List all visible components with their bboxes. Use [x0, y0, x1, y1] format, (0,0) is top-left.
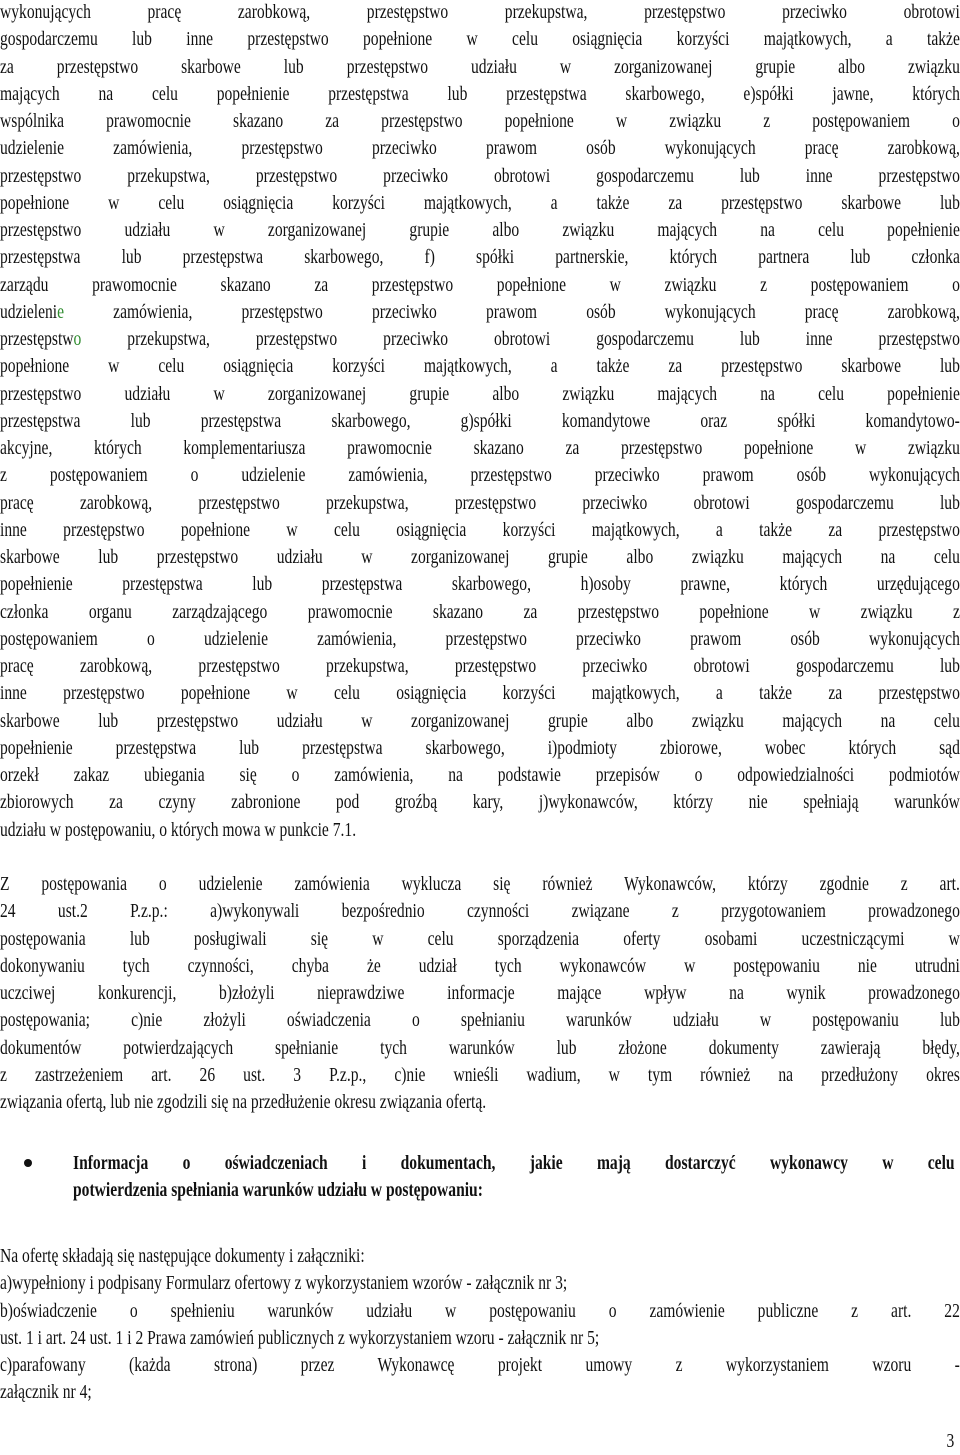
- text-line: związania ofertą, lub nie zgodzili się na przedłużenie okresu związania ofertą.: [0, 1091, 487, 1113]
- text-line: akcyjne, których komplementariusza prawomocnie skazano za przestępstwo popełnione w związku: [0, 437, 960, 459]
- paragraph-required-documents: [0, 1243, 960, 1407]
- text-line: pracę zarobkową, przestępstwo przekupstwa, przestępstwo przeciwko obrotowi gospodarczemu lub: [0, 491, 960, 514]
- text-line: Na ofertę składają się następujące dokumenty i załączniki:: [0, 1245, 365, 1267]
- text-line: przestępstwo udziału w zorganizowanej grupie albo związku mających na celu popełnienie: [0, 219, 960, 241]
- highlighted-char: o: [73, 328, 82, 350]
- text-line: zarządu prawomocnie skazano za przestępstwo popełnione w związku z postępowaniem o: [0, 273, 960, 296]
- text-line: 24 ust.2 P.z.p.: a)wykonywali bezpośrednio czynności związane z przygotowaniem prowadzonego: [0, 900, 960, 923]
- text-line: postępowania; c)nie złożyli oświadczenia o spełnianiu warunków udziału w postępowaniu lub: [0, 1009, 960, 1032]
- paragraph-exclusion-art24: [0, 871, 960, 1116]
- text-line: za przestępstwo skarbowe lub przestępstwo udziału w zorganizowanej grupie albo związku: [0, 55, 960, 78]
- text-line: inne przestępstwo popełnione w celu osiągnięcia korzyści majątkowych, a także za przestępstwo: [0, 518, 960, 541]
- text-line: udziału w postępowaniu, o których mowa w punkcie 7.1.: [0, 818, 357, 841]
- text-line: przestępstwa lub przestępstwa skarbowego, g)spółki komandytowe oraz spółki komandytowo-: [0, 409, 960, 432]
- text-line: skarbowe lub przestępstwo udziału w zorganizowanej grupie albo związku mających na celu: [0, 546, 960, 568]
- text-line: skarbowe lub przestępstwo udziału w zorganizowanej grupie albo związku mających na celu: [0, 709, 960, 732]
- highlighted-char: e: [57, 300, 65, 323]
- text-line: orzekł zakaz ubiegania się o zamówienia, na podstawie przepisów o odpowiedzialności podmiotów: [0, 764, 960, 786]
- text-line: potwierdzenia spełniania warunków udziału w postępowaniu:: [73, 1179, 483, 1202]
- text-line: Z postępowania o udzielenie zamówienia wyklucza się również Wykonawców, którzy zgodnie z art.: [0, 873, 960, 895]
- bullet-icon: [24, 1159, 32, 1167]
- text-line: popełnienie przestępstwa lub przestępstwa skarbowego, i)podmioty zbiorowe, wobec których sąd: [0, 736, 960, 759]
- text-line: popełnione w celu osiągnięcia korzyści majątkowych, a także za przestępstwo skarbowe lub: [0, 191, 960, 214]
- text-line: gospodarczemu lub inne przestępstwo popełnione w celu osiągnięcia korzyści majątkowych, a także: [0, 28, 960, 51]
- text-line: inne przestępstwo popełnione w celu osiągnięcia korzyści majątkowych, a także za przestępstwo: [0, 682, 960, 705]
- text-segment: przekupstwa, przestępstwo przeciwko obrotowi gospodarczemu lub inne przestępstwo: [81, 328, 960, 350]
- text-line: zbiorowych za czyny zabronione pod groźbą kary, j)wykonawców, którzy nie spełniają warunków: [0, 791, 960, 814]
- text-line: Informacja o oświadczeniach i dokumentach, jakie mają dostarczyć wykonawcy w celu: [73, 1152, 955, 1174]
- text-line: wykonujących pracę zarobkową, przestępstwo przekupstwa, przestępstwo przeciwko obrotowi: [0, 1, 960, 23]
- text-segment: zamówienia, przestępstwo przeciwko prawom osób wykonujących pracę zarobkową,: [64, 300, 960, 323]
- text-line: z postępowaniem o udzielenie zamówienia, przestępstwo przeciwko prawom osób wykonujących: [0, 464, 960, 487]
- text-line: popełnione w celu osiągnięcia korzyści majątkowych, a także za przestępstwo skarbowe lub: [0, 355, 960, 378]
- text-line: postępowaniem o udzielenie zamówienia, przestępstwo przeciwko prawom osób wykonujących: [0, 627, 960, 650]
- text-line: ust. 1 i art. 24 ust. 1 i 2 Prawa zamówień publicznych z wykorzystaniem wzoru - załącznik nr 5;: [0, 1326, 600, 1349]
- text-line: przestępstwo udziału w zorganizowanej grupie albo związku mających na celu popełnienie: [0, 382, 960, 405]
- text-line: c)parafowany (każda strona) przez Wykonawcę projekt umowy z wykorzystaniem wzoru -: [0, 1354, 960, 1376]
- text-line: pracę zarobkową, przestępstwo przekupstwa, przestępstwo przeciwko obrotowi gospodarczemu lub: [0, 655, 960, 677]
- text-line: postępowania lub posługiwali się w celu sporządzenia oferty osobami uczestniczącymi w: [0, 927, 960, 950]
- text-line: dokonywaniu tych czynności, chyba że udział tych wykonawców w postępowaniu nie utrudni: [0, 954, 960, 977]
- text-line: uczciwej konkurencji, b)złożyli nieprawdziwe informacje mające wpływ na wynik prowadzonego: [0, 982, 960, 1004]
- text-segment: przestępstw: [0, 328, 74, 350]
- text-line: [0, 299, 960, 326]
- text-line: załącznik nr 4;: [0, 1381, 92, 1404]
- text-line: z zastrzeżeniem art. 26 ust. 3 P.z.p., c)nie wnieśli wadium, w tym również na przedłużony okres: [0, 1063, 960, 1086]
- text-line: popełnienie przestępstwa lub przestępstwa skarbowego, h)osoby prawne, których urzędującego: [0, 573, 960, 596]
- text-line: a)wypełniony i podpisany Formularz ofertowy z wykorzystaniem wzorów - załącznik nr 3;: [0, 1272, 568, 1295]
- text-line: przestępstwo przekupstwa, przestępstwo przeciwko obrotowi gospodarczemu lub inne przestępstwo: [0, 164, 960, 187]
- text-line: b)oświadczenie o spełnieniu warunków udziału w postępowaniu o zamówienie publiczne z art. 22: [0, 1299, 960, 1322]
- text-segment: udzieleni: [0, 300, 58, 323]
- text-line: przestępstwa lub przestępstwa skarbowego, f) spółki partnerskie, których partnera lub członka: [0, 246, 960, 269]
- text-line: udzielenie zamówienia, przestępstwo przeciwko prawom osób wykonujących pracę zarobkową,: [0, 137, 960, 160]
- page-number: 3: [946, 1430, 954, 1452]
- text-line: wspólnika prawomocnie skazano za przestępstwo popełnione w związku z postępowaniem o: [0, 110, 960, 132]
- text-line: dokumentów potwierdzających spełnianie tych warunków lub złożone dokumenty zawierają błędy,: [0, 1036, 960, 1059]
- text-line: mających na celu popełnienie przestępstwa lub przestępstwa skarbowego, e)spółki jawne, których: [0, 82, 960, 105]
- text-line: [0, 326, 960, 353]
- text-line: członka organu zarządzającego prawomocnie skazano za przestępstwo popełnione w związku z: [0, 600, 960, 623]
- bullet-heading: [73, 1150, 960, 1205]
